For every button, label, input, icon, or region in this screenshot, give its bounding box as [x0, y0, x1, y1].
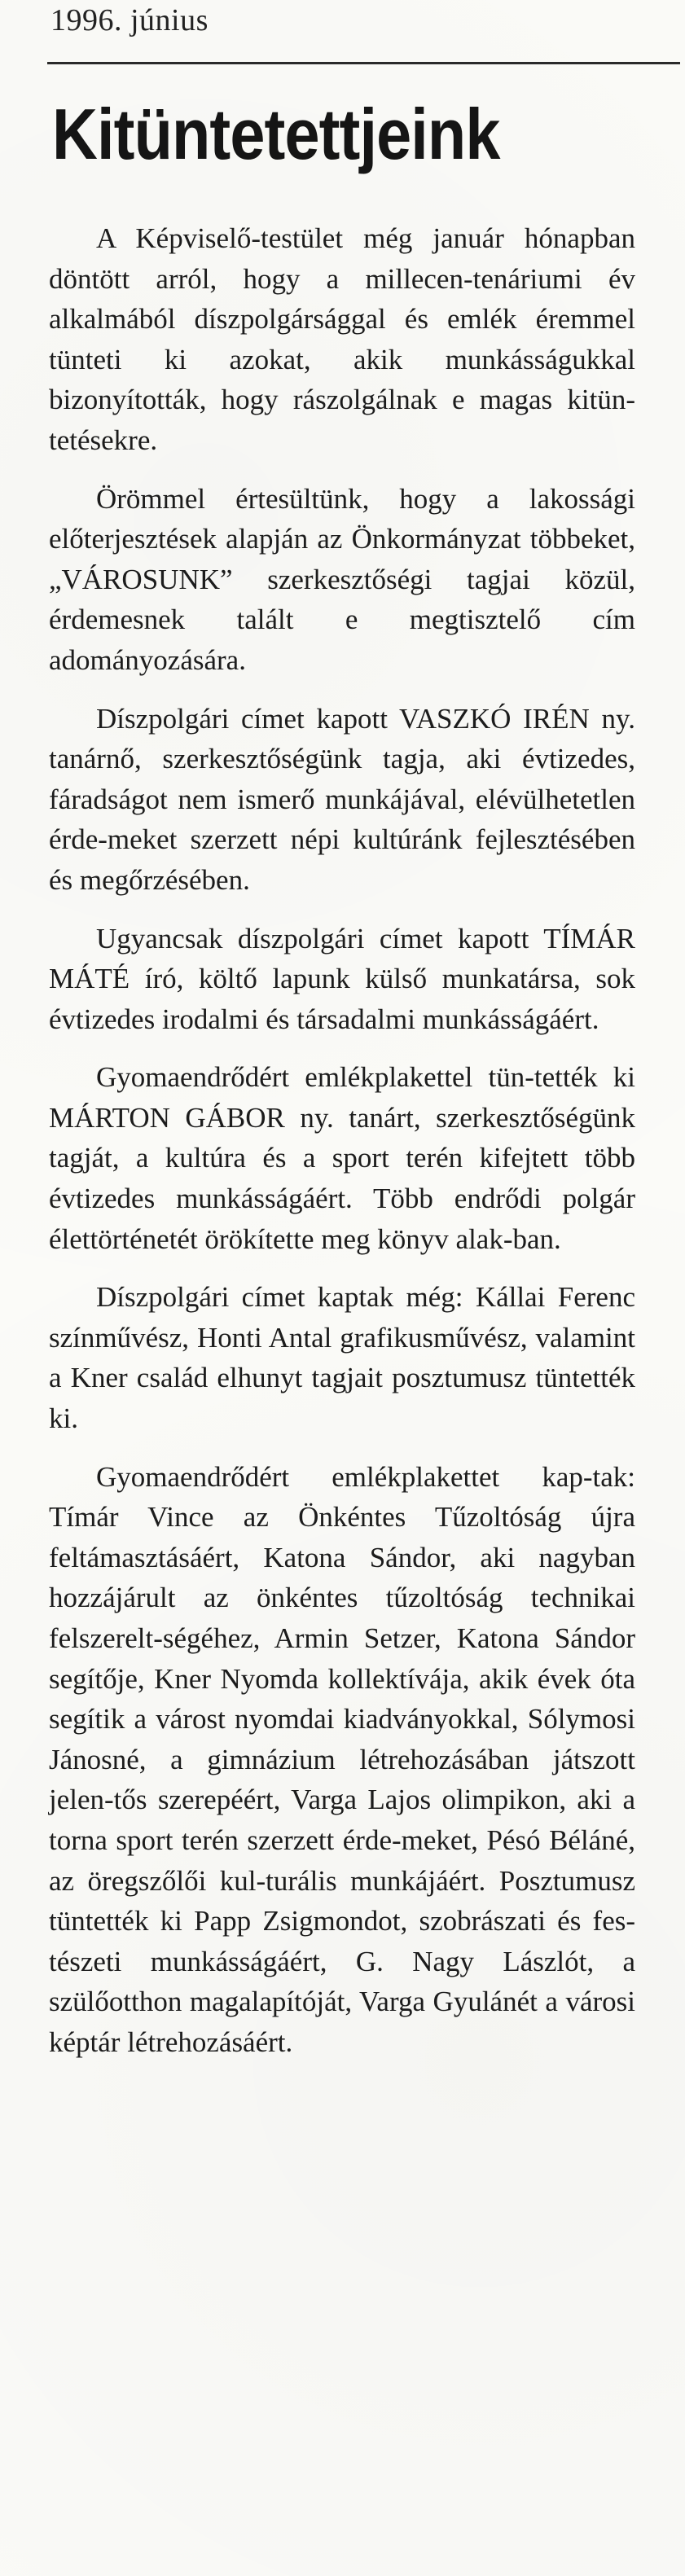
paragraph: Díszpolgári címet kaptak még: Kállai Ferenc színművész, Honti Antal grafikusművész, valamint a Kner család elhunyt tagjait posztumusz tüntették ki.: [49, 1281, 635, 1435]
issue-date: 1996. június: [50, 3, 209, 37]
article-title: Kitüntetettjeink: [52, 94, 500, 174]
paragraph: A Képviselő-testület még január hónapban döntött arról, hogy a millecen-tenáriumi év alkalmából díszpolgársággal és emlék éremmel tünteti ki azokat, akik munkásságukkal bizonyították, hogy rászolgálnak e magas kitün-tetésekre.: [49, 222, 635, 456]
header-divider: [47, 62, 680, 64]
paragraph: Gyomaendrődért emlékplakettel tün-tették ki MÁRTON GÁBOR ny. tanárt, szerkesztőségünk tagját, a kultúra és a sport terén kifejtett több évtizedes munkásságáért. Több endrődi polgár élettörténetét örökítette meg könyv alak-ban.: [49, 1061, 635, 1255]
paragraph: Gyomaendrődért emlékplakettet kap-tak: Tímár Vince az Önkéntes Tűzoltóság újra feltámasztásáért, Katona Sándor, aki nagyban hozzájárult az önkéntes tűzoltóság technikai felszerelt-ségéhez, Armin Setzer, Katona Sándor segítője, Kner Nyomda kollektívája, akik évek óta segítik a várost nyomdai kiadványokkal, Sólymosi Jánosné, a gimnázium létrehozásában játszott jelen-tős szerepéért, Varga Lajos olimpikon, aki a torna sport terén szerzett érde-meket, Pésó Béláné, az öregszőlői kul-turális munkájáért. Posztumusz tüntették ki Papp Zsigmondot, szobrászati és fes-tészeti munkásságáért, G. Nagy Lászlót, a szülőotthon magalapítóját, Varga Gyulánét a városi képtár létrehozásáért.: [49, 1460, 635, 2058]
paragraph: Ugyancsak díszpolgári címet kapott TÍMÁR MÁTÉ író, költő lapunk külső munkatársa, sok évtizedes irodalmi és társadalmi munkásságáért.: [49, 922, 635, 1035]
paragraph: Díszpolgári címet kapott VASZKÓ IRÉN ny. tanárnő, szerkesztőségünk tagja, aki évtizedes, fáradságot nem ismerő munkájával, elévülhetetlen érde-meket szerzett népi kultúránk fejlesztésében és megőrzésében.: [49, 702, 635, 896]
article-body: [49, 218, 635, 2081]
paragraph: Örömmel értesültünk, hogy a lakossági előterjesztések alapján az Önkormányzat többeket, „VÁROSUNK” szerkesztőségi tagjai közül, érdemesnek talált e megtisztelő cím adományozására.: [49, 482, 635, 676]
